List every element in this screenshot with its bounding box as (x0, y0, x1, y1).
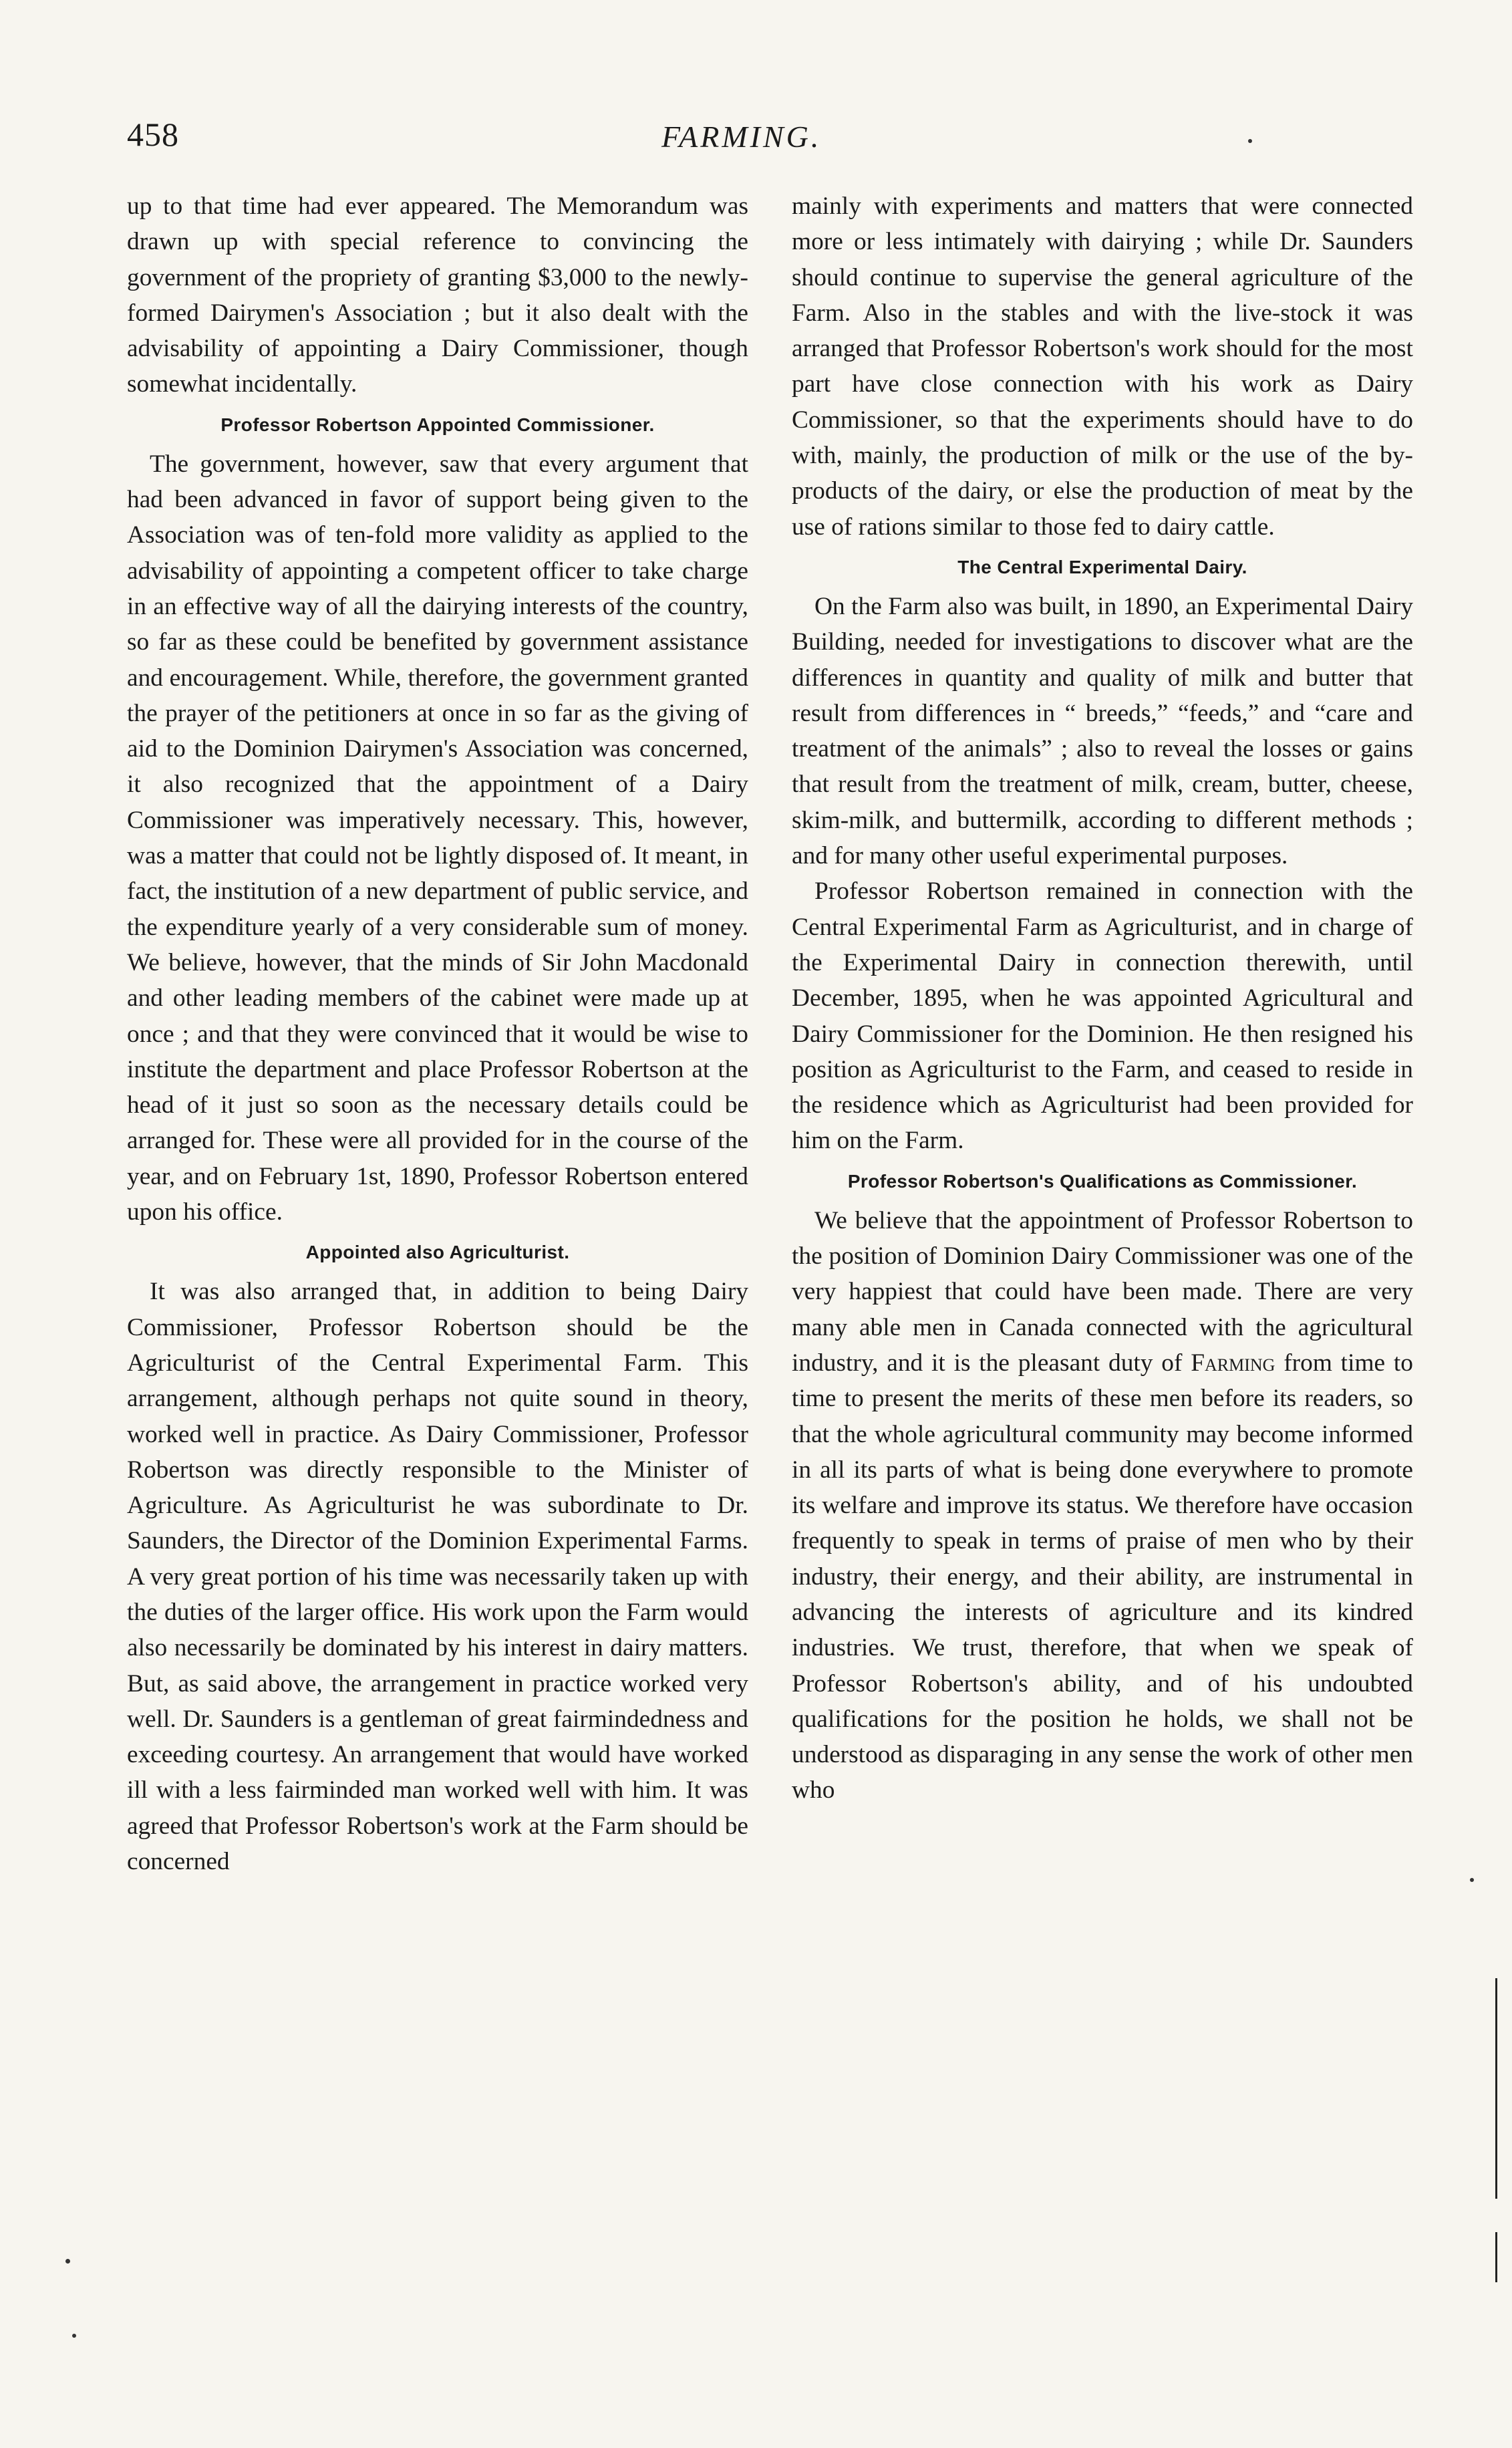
left-paragraph-1: up to that time had ever appeared. The Memorandum was drawn up with special reference to convincing the government of the propriety of granting $3,000 to the newly-formed Dairymen's Association ; but it also dealt with the advisability of appointing a Dairy Commissioner, though somewhat incidentally. (127, 192, 748, 398)
ink-speck (72, 2334, 76, 2338)
right-paragraph-1: mainly with experiments and matters that were connected more or less intimately with dairying ; while Dr. Saunders should continue to supervise the general agriculture of the Farm. Also in the stables and with the live-stock it was arranged that Professor Robertson's work should for the most part have close connection with his work as Dairy Commissioner, so that the experiments should have to do with, mainly, the production of milk or the use of the by-products of the dairy, or else the production of meat by the use of rations similar to those fed to dairy cattle. (792, 192, 1413, 541)
left-paragraph-2: The government, however, saw that every argument that had been advanced in favor of support being given to the Association was of ten-fold more validity as applied to the advisability of appointing a competent officer to take charge in an effective way of all the dairying interests of the country, so far as these could be benefited by government assistance and encouragement. While, therefore, the government granted the prayer of the petitioners at once in so far as the giving of aid to the Dominion Dairymen's Association was concerned, it also recognized that the appointment of a Dairy Commissioner was imperatively necessary. This, however, was a matter that could not be lightly disposed of. It meant, in fact, the institution of a new department of public service, and the expenditure yearly of a very considerable sum of money. We believe, however, that the minds of Sir John Macdonald and other leading members of the cabinet were made up at once ; and that they were convinced that it would be wise to institute the department and place Professor Robertson at the head of it just so soon as the necessary details could be arranged for. These were all provided for in the course of the year, and on February 1st, 1890, Professor Robertson entered upon his office. (127, 450, 748, 1226)
heading-qualifications: Professor Robertson's Qualifications as Commissioner. (847, 1170, 1358, 1192)
heading-robertson-appointed: Professor Robertson Appointed Commissioner. (220, 414, 655, 435)
heading-central-experimental-dairy: The Central Experimental Dairy. (957, 556, 1247, 577)
paragraph-4-start: We believe that the appointment of Professor Robertson to the position of Dominion Dairy Commissioner was one of the very happiest that could have been made. There are very many able men in Canada connected with the agricultural industry, and it is the pleasant duty of (792, 1206, 1413, 1377)
ink-speck (65, 2259, 70, 2264)
left-paragraph-3: It was also arranged that, in addition to being Dairy Commissioner, Professor Robertson should be the Agriculturist of the Central Experimental Farm. This arrangement, although perhaps not quite sound in theory, worked well in practice. As Dairy Commissioner, Professor Robertson was directly responsible to the Minister of Agriculture. As Agriculturist he was subordinate to Dr. Saunders, the Director of the Dominion Experimental Farms. A very great portion of his time was necessarily taken up with the duties of the larger office. His work upon the Farm would also necessarily be dominated by his interest in dairy matters. But, as said above, the arrangement in practice worked very well. Dr. Saunders is a gentleman of great fairmindedness and exceeding courtesy. An arrangement that would have worked ill with a less fairminded man worked well with him. It was agreed that Professor Robertson's work at the Farm should be concerned (127, 1278, 748, 1876)
right-paragraph-3: Professor Robertson remained in connection with the Central Experimental Farm as Agriculturist, and in charge of the Experimental Dairy in connection therewith, until December, 1895, when he was appointed Agricultural and Dairy Commissioner for the Dominion. He then resigned his position as Agriculturist to the Farm, and ceased to reside in the residence which as Agriculturist had been provided for him on the Farm. (792, 877, 1413, 1155)
running-head: FARMING. (661, 120, 822, 154)
right-paragraph-2: On the Farm also was built, in 1890, an Experimental Dairy Building, needed for investigations to discover what are the differences in quantity and quality of milk and butter that result from differences in “ breeds,” “feeds,” and “care and treatment of the animals” ; also to reveal the losses or gains that result from the treatment of milk, cream, butter, cheese, skim-milk, and buttermilk, according to different methods ; and for many other useful experimental purposes. (792, 592, 1413, 870)
ink-speck (1470, 1878, 1474, 1882)
right-column (792, 188, 1413, 1808)
farming-small-caps: Farming (1191, 1349, 1275, 1377)
heading-appointed-agriculturist: Appointed also Agriculturist. (305, 1242, 570, 1263)
page-number: 458 (127, 116, 179, 153)
left-column (127, 188, 748, 1879)
ink-speck (1248, 139, 1252, 143)
right-paragraph-4 (792, 1203, 1413, 1808)
paragraph-4-end: from time to time to present the merits of these men before its readers, so that the whole agricultural community may become informed in all its parts of what is being done everywhere to promote its welfare and improve its status. We therefore have occasion frequently to speak in terms of praise of men who by their industry, their energy, and their ability, are instrumental in advancing the interests of agriculture and its kindred industries. We trust, therefore, that when we speak of Professor Robertson's ability, and of his undoubted qualifications for the position he holds, we shall not be understood as disparaging in any sense the work of other men who (792, 1349, 1414, 1804)
margin-rule-mark (1495, 1978, 1497, 2199)
margin-rule-mark (1495, 2232, 1497, 2282)
